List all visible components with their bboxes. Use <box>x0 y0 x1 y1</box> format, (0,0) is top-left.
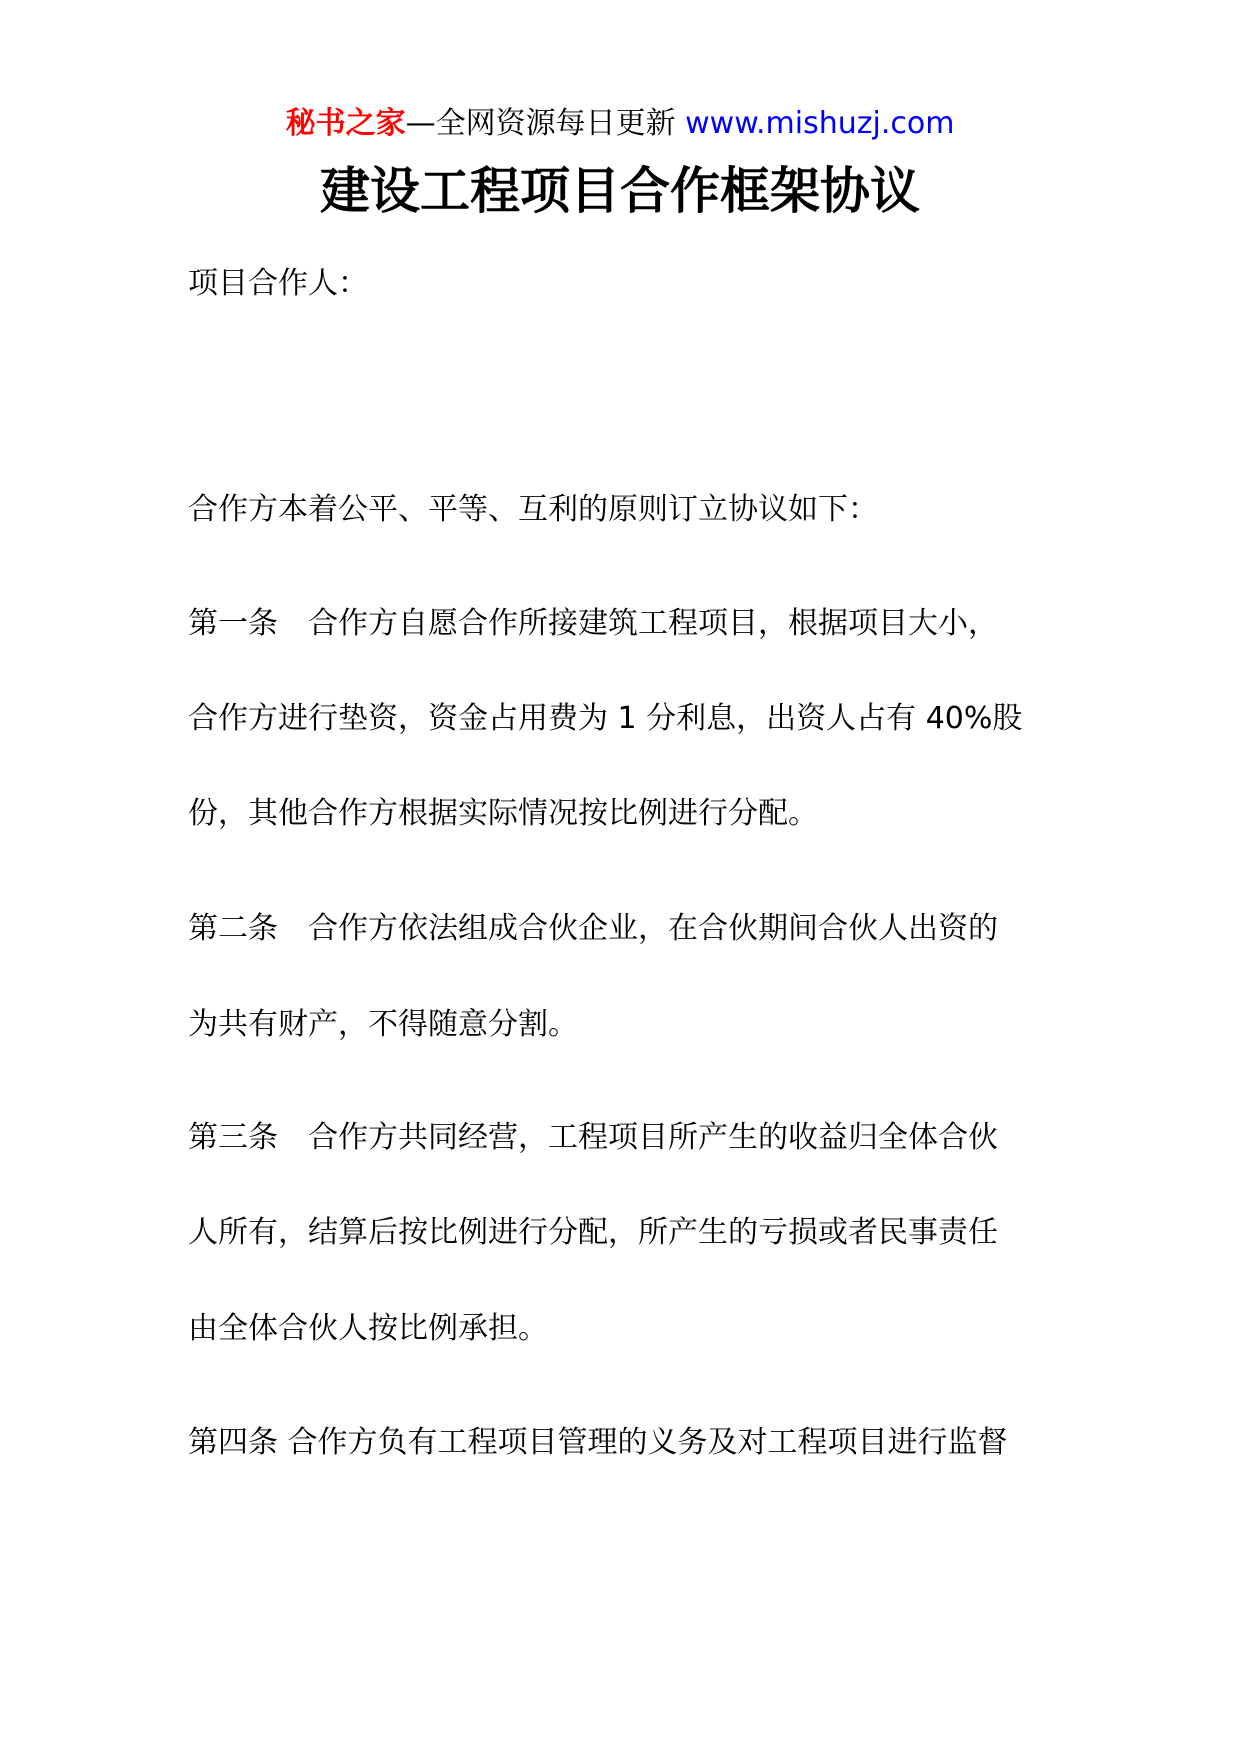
partner-label: 项目合作人： <box>188 266 368 301</box>
article-2-line-1: 第二条 合作方依法组成合伙企业，在合伙期间合伙人出资的 <box>188 911 998 946</box>
site-banner <box>0 100 1240 148</box>
article-4-line-1: 第四条 合作方负有工程项目管理的义务及对工程项目进行监督 <box>188 1425 1008 1460</box>
article-1-line-3: 份，其他合作方根据实际情况按比例进行分配。 <box>188 796 818 831</box>
article-3-line-2: 人所有，结算后按比例进行分配，所产生的亏损或者民事责任 <box>188 1215 998 1250</box>
article-3-line-3: 由全体合伙人按比例承担。 <box>188 1311 548 1346</box>
article-3-line-1: 第三条 合作方共同经营，工程项目所产生的收益归全体合伙 <box>188 1120 998 1155</box>
article-1-line-1: 第一条 合作方自愿合作所接建筑工程项目，根据项目大小， <box>188 606 998 641</box>
site-brand: 秘书之家 <box>285 106 406 141</box>
article-2-line-2: 为共有财产，不得随意分割。 <box>188 1007 578 1042</box>
article-1-line-2: 合作方进行垫资，资金占用费为 1 分利息，出资人占有 40%股 <box>188 701 1023 736</box>
intro-paragraph: 合作方本着公平、平等、互利的原则订立协议如下： <box>188 492 878 527</box>
document-title: 建设工程项目合作框架协议 <box>320 161 920 220</box>
site-url-link[interactable]: www.mishuzj.com <box>685 106 955 141</box>
site-tagline: —全网资源每日更新 <box>405 106 686 141</box>
